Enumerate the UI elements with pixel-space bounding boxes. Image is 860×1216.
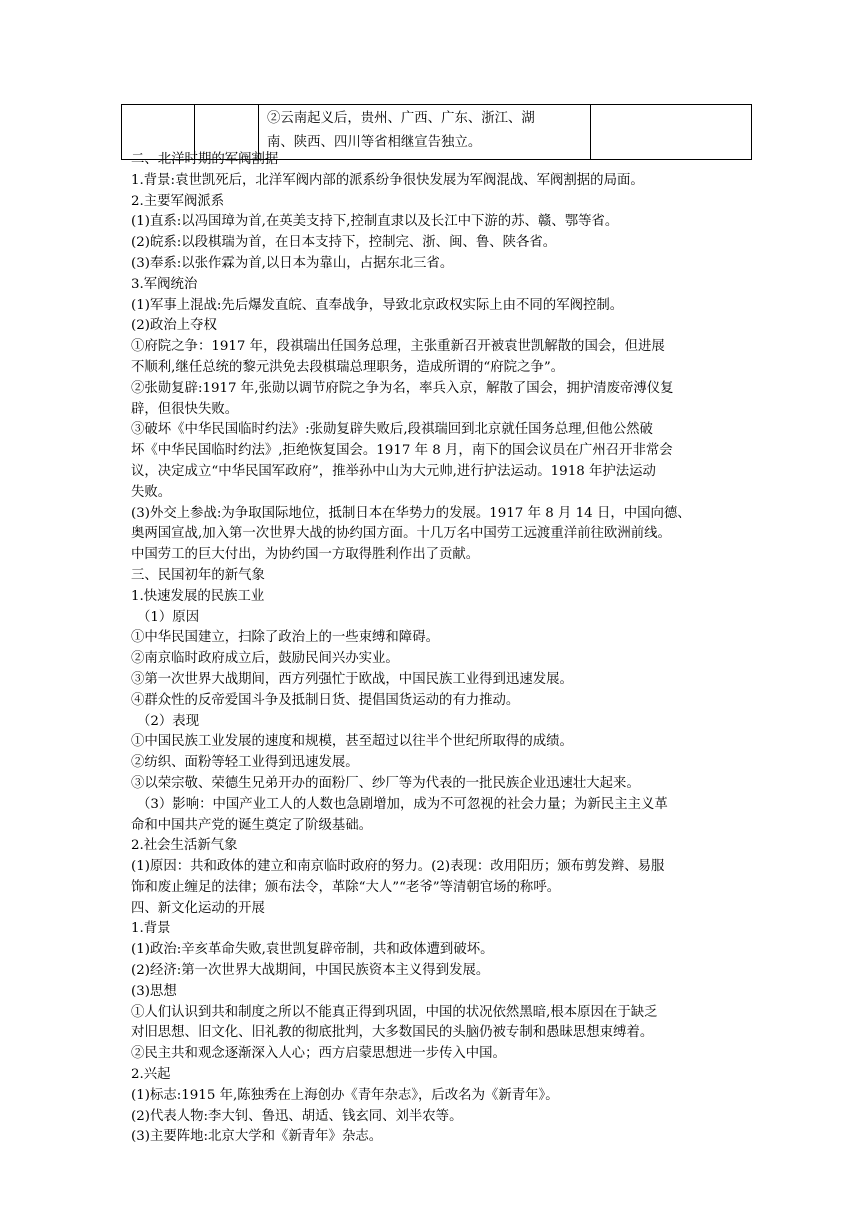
text-line: (3)奉系:以张作霖为首,以日本为靠山，占据东北三省。 (131, 255, 454, 271)
text-line: 3.军阀统治 (131, 276, 198, 292)
text-line: (1)原因：共和政体的建立和南京临时政府的努力。(2)表现：改用阳历；颁布剪发辫、易服 (131, 859, 665, 875)
text-line: （1）原因 (137, 609, 200, 625)
text-line: ②民主共和观念逐渐深入人心；西方启蒙思想进一步传入中国。 (131, 1046, 506, 1062)
text-line: 1.背景:袁世凯死后，北洋军阀内部的派系纷争很快发展为军阀混战、军阀割据的局面。 (131, 172, 644, 188)
text-line: ①府院之争：1917 年，段祺瑞出任国务总理，主张重新召开被袁世凯解散的国会，但进展 (131, 339, 665, 355)
table-cell-line: ②云南起义后，贵州、广西、广东、浙江、湖 (267, 111, 535, 126)
text-line: (2)经济:第一次世界大战期间，中国民族资本主义得到发展。 (131, 963, 490, 979)
table-cell-line: 南、陕西、四川等省相继宣告独立。 (267, 135, 482, 150)
text-line: (1)军事上混战:先后爆发直皖、直奉战争，导致北京政权实际上由不同的军阀控制。 (131, 297, 624, 313)
text-line: 1.快速发展的民族工业 (131, 588, 265, 604)
text-line: ①中华民国建立，扫除了政治上的一些束缚和障碍。 (131, 630, 439, 646)
text-line: ④群众性的反帝爱国斗争及抵制日货、提倡国货运动的有力推动。 (131, 692, 520, 708)
text-line: ②纺织、面粉等轻工业得到迅速发展。 (131, 755, 359, 771)
text-line: (2)皖系:以段棋瑞为首，在日本支持下，控制完、浙、闽、鲁、陕各省。 (131, 235, 557, 251)
text-line: 坏《中华民国临时约法》,拒绝恢复国会。1917 年 8 月，南下的国会议员在广州召开非常会 (131, 443, 673, 459)
text-line: ①中国民族工业发展的速度和规模，甚至超过以往半个世纪所取得的成绩。 (131, 734, 573, 750)
text-line: ②张勋复辟:1917 年,张勋以调节府院之争为名，率兵入京，解散了国会，拥护清废帝溥仪复 (131, 380, 674, 396)
text-line: 辟，但很快失败。 (131, 401, 239, 417)
text-line: 2.主要军阀派系 (131, 193, 225, 209)
text-line: 不顺利,继任总统的黎元洪免去段棋瑞总理职务，造成所谓的“府院之争”。 (131, 359, 565, 375)
text-line: ①人们认识到共和制度之所以不能真正得到巩固，中国的状况依然黑暗,根本原因在于缺乏 (131, 1004, 658, 1020)
text-line: （2）表现 (137, 713, 200, 729)
text-line: ③以荣宗敬、荣德生兄弟开办的面粉厂、纱厂等为代表的一批民族企业迅速壮大起来。 (131, 775, 640, 791)
document-body (131, 150, 731, 1148)
text-line: (1)标志:1915 年,陈独秀在上海创办《青年杂志》，后改名为《新青年》。 (131, 1087, 559, 1103)
text-line: 命和中国共产党的诞生奠定了阶级基础。 (131, 817, 373, 833)
text-line: 对旧思想、旧文化、旧礼教的彻底批判，大多数国民的头脑仍被专制和愚昧思想束缚着。 (131, 1025, 654, 1041)
text-line: 中国劳工的巨大付出，为协约国一方取得胜利作出了贡献。 (131, 547, 480, 563)
text-line: (1)直系:以冯国璋为首,在英美支持下,控制直隶以及长江中下游的苏、赣、鄂等省。 (131, 214, 619, 230)
text-line: （3）影响：中国产业工人的人数也急剧增加，成为不可忽视的社会力量；为新民主主义革 (137, 796, 668, 812)
text-line: (3)思想 (131, 983, 177, 999)
text-line: 2.社会生活新气象 (131, 838, 238, 854)
text-line: 三、民国初年的新气象 (131, 567, 265, 583)
text-line: 议，决定成立“中华民国军政府”，推举孙中山为大元帅,进行护法运动。1918 年护法运动 (131, 463, 656, 479)
text-line: (2)代表人物:李大钊、鲁迅、胡适、钱玄同、刘半农等。 (131, 1108, 463, 1124)
text-line: (2)政治上夺权 (131, 318, 217, 334)
text-line: ③破坏《中华民国临时约法》:张勋复辟失败后,段祺瑞回到北京就任国务总理,但他公然破 (131, 422, 653, 438)
text-line: (1)政治:辛亥革命失败,袁世凯复辟帝制，共和政体遭到破坏。 (131, 942, 494, 958)
text-line: 失败。 (131, 484, 172, 500)
text-line: (3)外交上参战:为争取国际地位，抵制日本在华势力的发展。1917 年 8 月 14 日，中国向德、 (131, 505, 691, 521)
text-line: 四、新文化运动的开展 (131, 900, 265, 916)
text-line: 奥两国宣战,加入第一次世界大战的协约国方面。十几万名中国劳工远渡重洋前往欧洲前线。 (131, 526, 671, 542)
text-line: ③第一次世界大战期间，西方列强忙于欧战，中国民族工业得到迅速发展。 (131, 671, 573, 687)
text-line: 饰和废止缠足的法律；颁布法令，革除“大人”“老爷”等清朝官场的称呼。 (131, 879, 561, 895)
text-line: 2.兴起 (131, 1067, 171, 1083)
text-line: (3)主要阵地:北京大学和《新青年》杂志。 (131, 1129, 383, 1145)
text-line: 1.背景 (131, 921, 171, 937)
text-line: ②南京临时政府成立后，鼓励民间兴办实业。 (131, 651, 399, 667)
text-line: 二、北洋时期的军阀割据 (131, 152, 279, 167)
